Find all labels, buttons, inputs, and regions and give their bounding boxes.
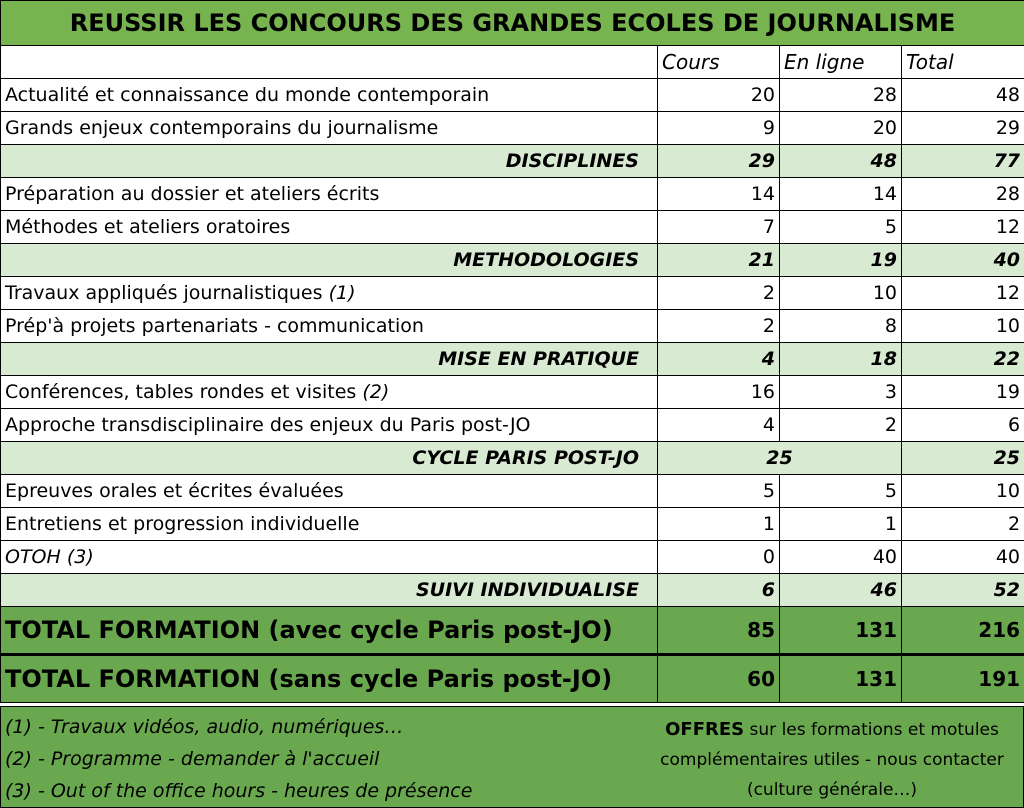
subtotal-row: [1, 343, 1024, 376]
row-label: OTOH (3): [1, 541, 658, 574]
offer-line-2: complémentaires utiles - nous contacter: [660, 750, 1004, 770]
cell-cours: 4: [658, 343, 780, 376]
subtotal-row: [1, 574, 1024, 607]
total-label: TOTAL FORMATION (sans cycle Paris post-JO): [1, 655, 658, 703]
row-label: Actualité et connaissance du monde contemporain: [1, 79, 658, 112]
total-cours: 85: [658, 607, 780, 655]
cell-en-ligne: 48: [780, 145, 902, 178]
title-row: [1, 1, 1024, 46]
cell-total: 19: [902, 376, 1024, 409]
cell-total: 6: [902, 409, 1024, 442]
cell-total: 28: [902, 178, 1024, 211]
subtotal-row: [1, 244, 1024, 277]
total-en-ligne: 131: [780, 655, 902, 703]
cell-cours: 6: [658, 574, 780, 607]
cell-en-ligne: 28: [780, 79, 902, 112]
cell-en-ligne: 14: [780, 178, 902, 211]
subtotal-label: CYCLE PARIS POST-JO: [1, 442, 658, 475]
cell-total: 10: [902, 310, 1024, 343]
cell-cours: 7: [658, 211, 780, 244]
subtotal-label: DISCIPLINES: [1, 145, 658, 178]
table-row: [1, 79, 1024, 112]
row-label: Entretiens et progression individuelle: [1, 508, 658, 541]
cell-cours: 2: [658, 310, 780, 343]
cell-en-ligne: 1: [780, 508, 902, 541]
header-cours: Cours: [658, 46, 780, 79]
footnote-3: (3) - Out of the office hours - heures de présence: [5, 780, 473, 802]
footnotes: [5, 711, 472, 807]
cell-en-ligne: 8: [780, 310, 902, 343]
cell-total: 48: [902, 79, 1024, 112]
cell-cours: 25: [658, 442, 902, 475]
footnote-2: (2) - Programme - demander à l'accueil: [5, 748, 380, 770]
offer-bold: OFFRES: [665, 719, 745, 740]
cell-total: 29: [902, 112, 1024, 145]
cell-cours: 4: [658, 409, 780, 442]
row-label: Méthodes et ateliers oratoires: [1, 211, 658, 244]
row-label: Conférences, tables rondes et visites (2): [1, 376, 658, 409]
subtotal-label: MISE EN PRATIQUE: [1, 343, 658, 376]
cell-total: 12: [902, 277, 1024, 310]
row-label: Epreuves orales et écrites évaluées: [1, 475, 658, 508]
total-total: 216: [902, 607, 1024, 655]
table-row: [1, 310, 1024, 343]
cell-cours: 9: [658, 112, 780, 145]
cell-cours: 20: [658, 79, 780, 112]
cell-en-ligne: 10: [780, 277, 902, 310]
cell-total: 52: [902, 574, 1024, 607]
cell-cours: 21: [658, 244, 780, 277]
cell-total: 40: [902, 541, 1024, 574]
row-label: Approche transdisciplinaire des enjeux du Paris post-JO: [1, 409, 658, 442]
cell-total: 2: [902, 508, 1024, 541]
row-label: Prép'à projets partenariats - communication: [1, 310, 658, 343]
footer-panel: [0, 706, 1024, 808]
grand-total-row: [1, 607, 1024, 655]
total-label: TOTAL FORMATION (avec cycle Paris post-JO): [1, 607, 658, 655]
table-row: [1, 508, 1024, 541]
total-total: 191: [902, 655, 1024, 703]
grand-total-row: [1, 655, 1024, 703]
cell-total: 12: [902, 211, 1024, 244]
table-row: [1, 409, 1024, 442]
subtotal-row: [1, 145, 1024, 178]
subtotal-row: [1, 442, 1024, 475]
cell-en-ligne: 19: [780, 244, 902, 277]
cell-total: 10: [902, 475, 1024, 508]
cell-en-ligne: 5: [780, 211, 902, 244]
footnote-1: (1) - Travaux vidéos, audio, numériques…: [5, 716, 404, 738]
total-cours: 60: [658, 655, 780, 703]
cell-en-ligne: 18: [780, 343, 902, 376]
table-row: [1, 112, 1024, 145]
cell-cours: 2: [658, 277, 780, 310]
header-empty: [1, 46, 658, 79]
table-row: [1, 211, 1024, 244]
row-note: (1): [328, 282, 356, 304]
offer-line-3: (culture générale…): [746, 780, 918, 800]
header-row: [1, 46, 1024, 79]
cell-en-ligne: 46: [780, 574, 902, 607]
table-row: [1, 376, 1024, 409]
total-en-ligne: 131: [780, 607, 902, 655]
table-row: [1, 277, 1024, 310]
cell-total: 25: [902, 442, 1024, 475]
row-note: (2): [362, 381, 390, 403]
offer-text: [647, 715, 1017, 805]
cell-cours: 1: [658, 508, 780, 541]
cell-cours: 29: [658, 145, 780, 178]
cell-en-ligne: 40: [780, 541, 902, 574]
cell-cours: 0: [658, 541, 780, 574]
subtotal-label: SUIVI INDIVIDUALISE: [1, 574, 658, 607]
header-total: Total: [902, 46, 1024, 79]
cell-cours: 14: [658, 178, 780, 211]
table-row: [1, 475, 1024, 508]
cell-en-ligne: 2: [780, 409, 902, 442]
cell-cours: 16: [658, 376, 780, 409]
table-row: [1, 541, 1024, 574]
row-label: Travaux appliqués journalistiques (1): [1, 277, 658, 310]
table-title: REUSSIR LES CONCOURS DES GRANDES ECOLES DE JOURNALISME: [1, 1, 1024, 46]
cell-total: 40: [902, 244, 1024, 277]
row-label: Préparation au dossier et ateliers écrits: [1, 178, 658, 211]
cell-en-ligne: 20: [780, 112, 902, 145]
row-label: Grands enjeux contemporains du journalisme: [1, 112, 658, 145]
offer-line-1: sur les formations et motules: [744, 720, 999, 740]
cell-en-ligne: 3: [780, 376, 902, 409]
header-en-ligne: En ligne: [780, 46, 902, 79]
table-row: [1, 178, 1024, 211]
cell-total: 22: [902, 343, 1024, 376]
cell-total: 77: [902, 145, 1024, 178]
cell-en-ligne: 5: [780, 475, 902, 508]
subtotal-label: METHODOLOGIES: [1, 244, 658, 277]
cell-cours: 5: [658, 475, 780, 508]
